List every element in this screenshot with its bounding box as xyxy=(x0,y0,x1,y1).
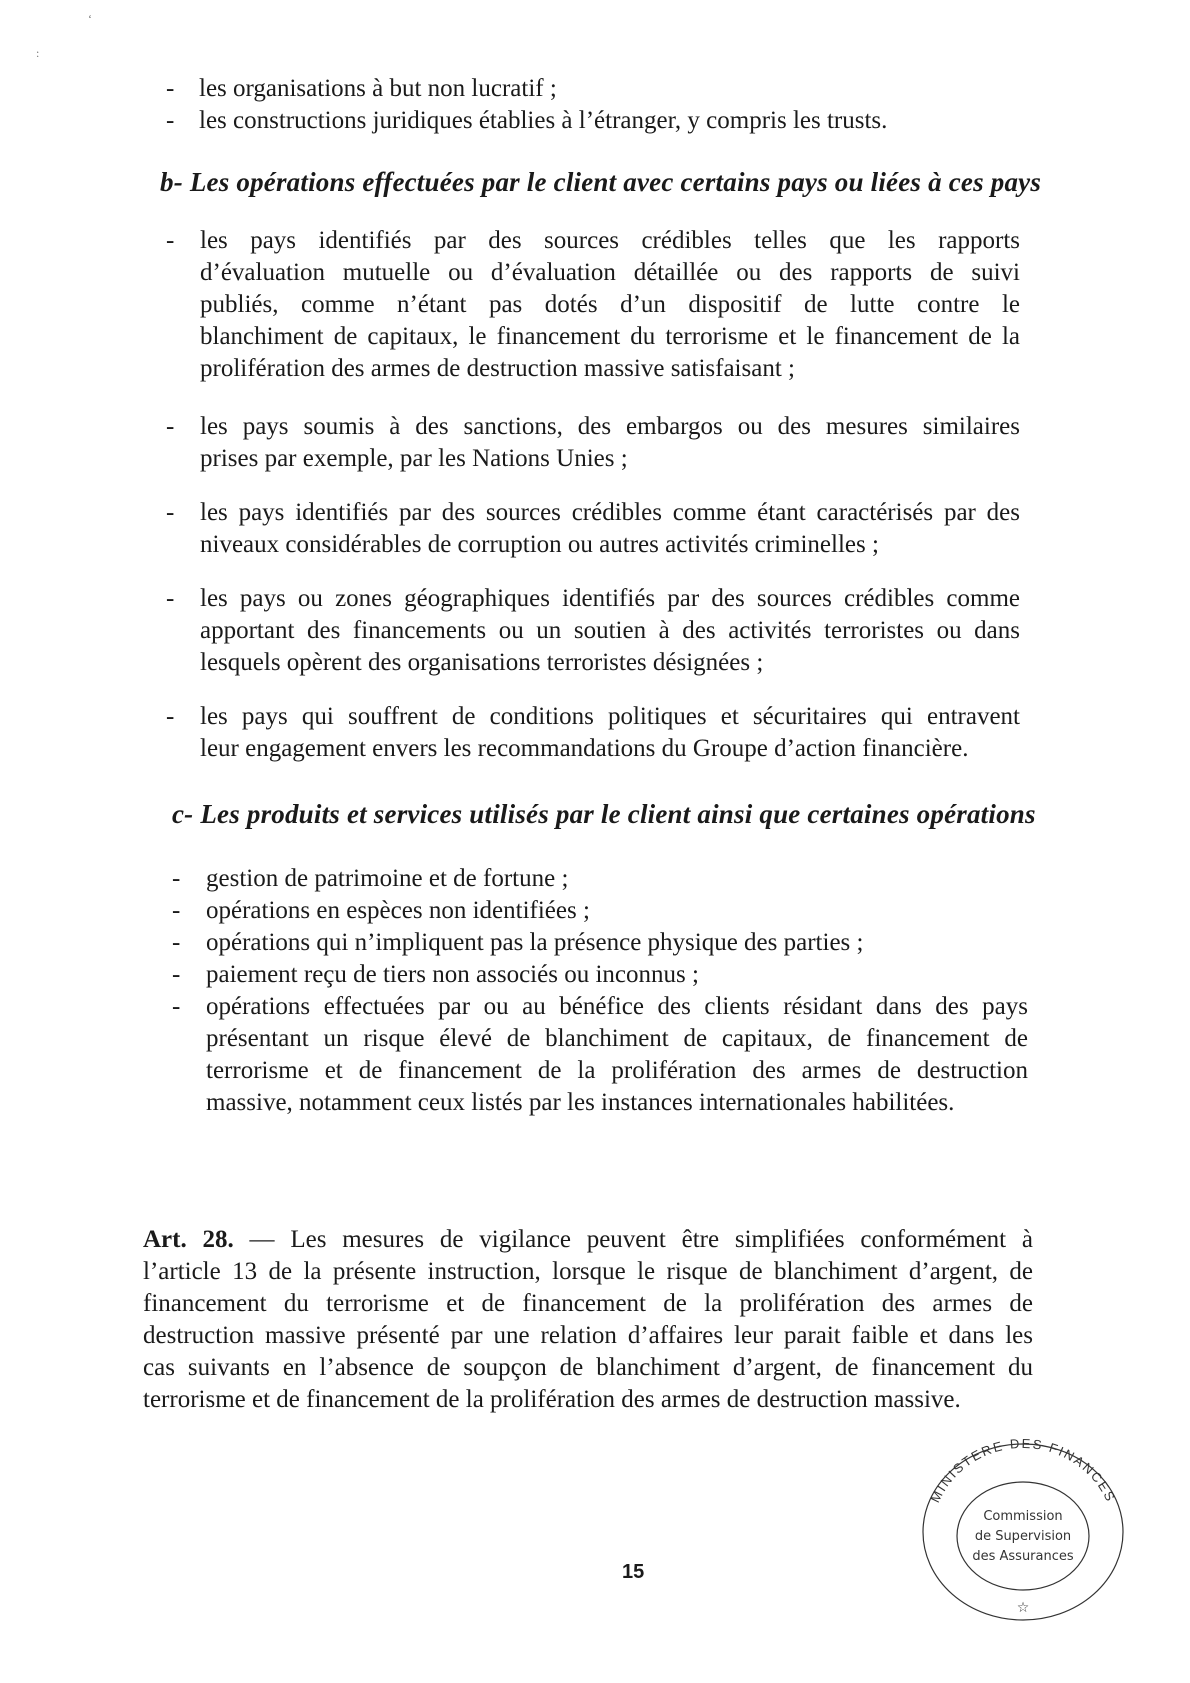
list-bullet: - xyxy=(172,897,181,924)
list-item-line: les pays identifiés par des sources crédibles comme étant caractérisés par des xyxy=(200,499,1020,526)
article-first-line xyxy=(143,1225,1033,1255)
section-b-heading xyxy=(160,166,1041,198)
list-bullet: - xyxy=(166,413,175,440)
list-item-line: les pays soumis à des sanctions, des embargos ou des mesures similaires xyxy=(200,413,1020,440)
article-line: destruction massive présenté par une relation d’affaires leur parait faible et dans les xyxy=(143,1322,1033,1349)
list-item-line: présentant un risque élevé de blanchiment de capitaux, de financement de xyxy=(206,1025,1028,1052)
article-line: terrorisme et de financement de la prolifération des armes de destruction massive. xyxy=(143,1386,961,1413)
list-bullet: - xyxy=(172,865,181,892)
list-item-line: lesquels opèrent des organisations terroristes désignées ; xyxy=(200,649,764,676)
list-bullet: - xyxy=(166,499,175,526)
list-item-line: opérations qui n’impliquent pas la présence physique des parties ; xyxy=(206,929,864,956)
star-icon: ☆ xyxy=(1016,1600,1030,1616)
section-label: c- xyxy=(172,799,194,829)
list-item-line: leur engagement envers les recommandations du Groupe d’action financière. xyxy=(200,735,969,762)
section-title: Les opérations effectuées par le client avec certains pays ou liées à ces pays xyxy=(189,167,1042,197)
list-item-line: opérations en espèces non identifiées ; xyxy=(206,897,590,924)
official-stamp xyxy=(918,1432,1128,1622)
list-item-line: niveaux considérables de corruption ou autres activités criminelles ; xyxy=(200,531,879,558)
list-item-line: terrorisme et de financement de la prolifération des armes de destruction xyxy=(206,1057,1028,1084)
article-line: cas suivants en l’absence de soupçon de blanchiment d’argent, de financement du xyxy=(143,1354,1033,1381)
stamp-inner-line: des Assurances xyxy=(972,1549,1074,1564)
section-title: Les produits et services utilisés par le client ainsi que certaines opérations xyxy=(200,799,1036,829)
scan-mark: ‘ xyxy=(88,12,92,26)
list-item-line: d’évaluation mutuelle ou d’évaluation détaillée ou des rapports de suivi xyxy=(200,259,1020,286)
list-item-line: les pays qui souffrent de conditions politiques et sécuritaires qui entravent xyxy=(200,703,1020,730)
list-bullet: - xyxy=(166,227,175,254)
list-bullet: - xyxy=(166,585,175,612)
scan-mark: : xyxy=(36,46,40,60)
page-number: 15 xyxy=(622,1561,645,1583)
list-bullet: - xyxy=(172,993,181,1020)
list-item-line: paiement reçu de tiers non associés ou inconnus ; xyxy=(206,961,699,988)
article-text: Les mesures de vigilance peuvent être simplifiées conformément à xyxy=(290,1226,1033,1253)
list-item-line: opérations effectuées par ou au bénéfice des clients résidant dans des pays xyxy=(206,993,1028,1020)
list-bullet: - xyxy=(166,703,175,730)
stamp-outer-text: MINISTERE DES FINANCES xyxy=(927,1435,1119,1505)
list-item-line: les pays identifiés par des sources crédibles telles que les rapports xyxy=(200,227,1020,254)
article-line: l’article 13 de la présente instruction, lorsque le risque de blanchiment d’argent, de xyxy=(143,1258,1033,1285)
article-label: Art. 28. xyxy=(143,1226,234,1253)
list-item-line: massive, notamment ceux listés par les instances internationales habilitées. xyxy=(206,1089,955,1116)
stamp-inner-line: Commission xyxy=(983,1509,1063,1524)
list-item-line: prises par exemple, par les Nations Unies ; xyxy=(200,445,628,472)
list-bullet: - xyxy=(166,75,175,102)
list-bullet: - xyxy=(172,929,181,956)
stamp-inner-line: de Supervision xyxy=(974,1529,1072,1544)
section-label: b- xyxy=(160,167,183,197)
list-item-line: blanchiment de capitaux, le financement du terrorisme et le financement de la xyxy=(200,323,1020,350)
list-item: les organisations à but non lucratif ; xyxy=(199,75,557,102)
list-bullet: - xyxy=(172,961,181,988)
list-item-line: publiés, comme n’étant pas dotés d’un dispositif de lutte contre le xyxy=(200,291,1020,318)
article-line: financement du terrorisme et de financement de la prolifération des armes de xyxy=(143,1290,1033,1317)
list-bullet: - xyxy=(166,107,175,134)
list-item-line: les pays ou zones géographiques identifiés par des sources crédibles comme xyxy=(200,585,1020,612)
list-item-line: prolifération des armes de destruction massive satisfaisant ; xyxy=(200,355,795,382)
list-item-line: apportant des financements ou un soutien à des activités terroristes ou dans xyxy=(200,617,1020,644)
article-dash: — xyxy=(249,1226,275,1253)
list-item-line: gestion de patrimoine et de fortune ; xyxy=(206,865,569,892)
list-item: les constructions juridiques établies à l’étranger, y compris les trusts. xyxy=(199,107,888,134)
section-c-heading xyxy=(172,798,1036,830)
